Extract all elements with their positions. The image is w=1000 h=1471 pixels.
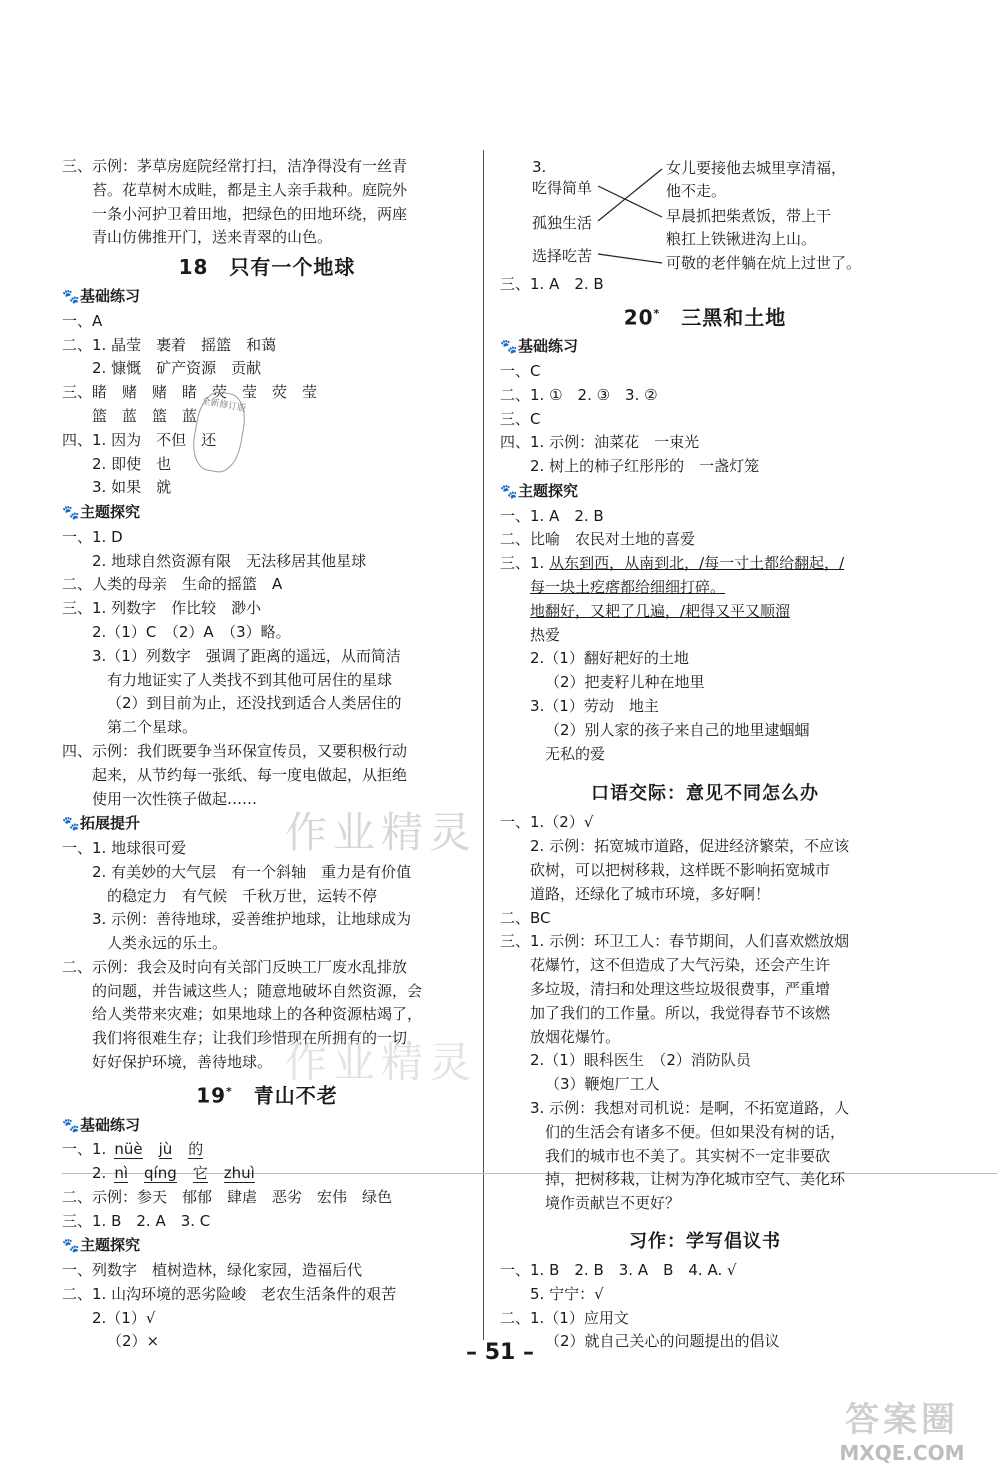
answer-line: 三、1. A 2. B [500,275,604,293]
oral-communication-title: 口语交际：意见不同怎么办 [591,783,819,805]
answer-line: 我们将很难生存；让我们珍惜现在所拥有的一切， [92,1029,423,1048]
answer-line: 放烟花爆竹。 [530,1027,621,1046]
answer-line: 2. 慷慨 矿产资源 贡献 [92,359,262,378]
answer-line: 加了我们的工作量。所以，我觉得春节不该燃 [530,1003,831,1022]
section-heading: 🐾基础练习 [62,284,472,310]
answer-line: 人类永远的乐土。 [107,934,228,953]
answer-line: 四、1. 因为 不但 还 [62,430,217,449]
answer-line: 二、示例：参天 郁郁 肆虐 恶劣 宏伟 绿色 [62,1187,393,1206]
answer-line [500,600,910,624]
answer-line: 道路，还绿化了城市环境，多好啊！ [530,884,771,903]
underlined-text: 每一块土疙瘩都给细细打碎。 [530,578,726,597]
answer-line: 的问题，并告诫这些人；随意地破坏自然资源，会 [92,981,423,1000]
lesson-19-title: 19* 青山不老 [196,1083,338,1108]
answer-line: 的稳定力 有气候 千秋万世，运转不停 [107,886,378,905]
answer-line: 们的生活会有诸多不便。但如果没有树的话， [545,1122,846,1141]
answer-line: 好好保护环境，善待地球。 [92,1053,273,1072]
section-heading: 🐾主题探究 [62,1233,472,1259]
answer-line: 一、1. 地球很可爱 [62,838,187,857]
answer-line: 2.（1）C （2）A （3）略。 [92,622,291,641]
answer-line: 二、1. 晶莹 裹着 摇篮 和蔼 [62,335,277,354]
answer-line: 境作贡献岂不更好？ [545,1194,681,1213]
answer-line: 三、C [500,409,541,428]
answer-line: 二、比喻 农民对土地的喜爱 [500,530,696,549]
answer-line [500,576,910,600]
answer-line: （2）× [107,1332,160,1351]
answer-line: （2）到目前为止，还没找到适合人类居住的 [107,694,402,713]
answer-line: （2）别人家的孩子来自己的地里逮蝈蝈 [545,720,810,739]
right-column [500,155,910,1354]
match-left-item: 孤独生活 [532,214,593,232]
answer-line: 有力地证实了人类找不到其他可居住的星球 [107,670,393,689]
answer-line: 二、1.（1）应用文 [500,1308,629,1327]
match-right-item: 早晨抓把柴煮饭，带上干 [666,207,832,225]
paw-icon: 🐾 [62,1117,80,1134]
match-right-item: 粮扛上铁锹进沟上山。 [666,230,817,248]
answer-line: 2. 示例：拓宽城市道路，促进经济繁荣，不应该 [530,837,850,856]
match-lines [500,155,670,273]
answer-line: 2. 地球自然资源有限 无法移居其他星球 [92,551,367,570]
answer-line: （2）就自己关心的问题提出的倡议 [545,1332,780,1351]
section-heading: 🐾基础练习 [62,1113,472,1139]
pinyin-line: 一、1. nüè jù 的 [62,1140,204,1159]
answer-line: 砍树，可以把树移栽，这样既不影响拓宽城市 [530,860,831,879]
writing-title: 习作：学写倡议书 [629,1230,781,1252]
match-right-item: 他不走。 [666,182,727,200]
answer-line: 多垃圾，清扫和处理这些垃圾很费事，严重增 [530,979,831,998]
answer-line: 3. 示例：善待地球，妥善维护地球，让地球成为 [92,910,412,929]
paw-icon: 🐾 [500,339,518,356]
intro-line: 三、示例：茅草房庭院经常打扫，洁净得没有一丝青 [62,157,408,175]
answer-line: 一、1. B 2. B 3. A B 4. A. √ [500,1260,737,1279]
section-heading: 🐾主题探究 [62,500,472,526]
site-watermark-logo: 答案圈 MXQE.COM [839,1400,965,1465]
answer-line: 一、C [500,362,541,381]
section-heading: 🐾主题探究 [500,479,910,505]
column-divider [483,150,484,1340]
answer-line: 三、睹 赌 赌 睹 荧 莹 荧 莹 [62,383,318,402]
answer-line: 一、1.（2）√ [500,813,594,832]
match-right-item: 女儿要接他去城里享清福， [666,159,847,177]
answer-line: 四、1. 示例：油菜花 一束光 [500,433,700,452]
answer-line: 5. 宁宁：√ [530,1284,604,1303]
lesson-20-title: 20* 三黑和土地 [623,305,787,330]
answer-line: 三、1. 列数字 作比较 渺小 [62,599,262,618]
answer-line: 起来，从节约每一张纸、每一度电做起，从拒绝 [92,765,408,784]
stamp-watermark: 全新修订版 [188,388,249,475]
answer-line: 2.（1）√ [92,1308,156,1327]
answer-line: 篮 蓝 篮 蓝 [92,406,198,425]
answer-line: 三、1. 示例：环卫工人：春节期间，人们喜欢燃放烟 [500,932,850,951]
answer-line: 3. 示例：我想对司机说：是啊，不拓宽道路，人 [530,1098,850,1117]
watermark-text: 作业精灵 [285,1038,478,1087]
match-number: 3. [532,158,547,176]
answer-line: 花爆竹，这不但造成了大气污染，还会产生许 [530,956,831,975]
answer-line: 三、1. B 2. A 3. C [62,1211,211,1230]
answer-line: 二、1. 山沟环境的恶劣险峻 老农生活条件的艰苦 [62,1284,397,1303]
intro-line: 苔。花草树木成畦，都是主人亲手栽种。庭院外 [92,180,408,199]
paw-icon: 🐾 [62,816,80,833]
intro-line: 一条小河护卫着田地，把绿色的田地环绕，两座 [92,204,408,223]
answer-line: 第二个星球。 [107,718,198,737]
answer-line: 一、1. A 2. B [500,506,604,525]
answer-line: 2.（1）翻好耙好的土地 [530,649,689,668]
paw-icon: 🐾 [500,484,518,501]
pinyin-line: 2. nì qíng 它 zhuì [92,1163,255,1182]
answer-line: 使用一次性筷子做起…… [92,789,258,808]
page-number: – 51 – [466,1340,534,1365]
answer-line: 二、示例：我会及时向有关部门反映工厂废水乱排放 [62,957,408,976]
answer-line: 3.（1）劳动 地主 [530,697,659,715]
answer-line: 一、1. D [62,527,123,546]
answer-line: 我们的城市也不美了。其实树不一定非要砍 [545,1146,831,1165]
answer-line: 三、1. 从东到西，从南到北，/每一寸土都给翻起，/ [500,554,845,573]
paw-icon: 🐾 [62,1238,80,1255]
match-left-item: 吃得简单 [532,179,593,197]
match-left-item: 选择吃苦 [532,247,593,265]
answer-line: 二、BC [500,908,551,927]
matching-exercise [500,155,910,273]
answer-line: 3.（1）列数字 强调了距离的遥远，从而简洁 [92,646,401,665]
lesson-18-title: 18 只有一个地球 [178,255,356,280]
paw-icon: 🐾 [62,289,80,306]
answer-line: 2. 树上的柿子红彤彤的 一盏灯笼 [530,457,760,476]
answer-line: 热爱 [530,625,561,644]
left-column [62,155,472,1354]
match-right-item: 可敬的老伴躺在炕上过世了。 [666,254,862,272]
answer-line: 给人类带来灾难；如果地球上的各种资源枯竭了， [92,1005,423,1024]
answer-line: 一、A [62,311,103,330]
answer-line: （3）鞭炮厂工人 [545,1075,660,1094]
answer-line: 无私的爱 [545,744,606,763]
answer-line: 四、示例：我们既要争当环保宣传员，又要积极行动 [62,741,408,760]
answer-line: 3. 如果 就 [92,478,172,497]
answer-line: 2. 即使 也 [92,454,172,473]
underlined-text: 从东到西，从南到北，/每一寸土都给翻起，/ [549,554,845,573]
watermark-text: 作业精灵 [285,808,478,857]
answer-line: 掉，把树移栽，让树为净化城市空气、美化环 [545,1170,846,1189]
answer-line: 二、1. ① 2. ③ 3. ② [500,385,658,404]
section-heading: 🐾基础练习 [500,334,910,360]
section-heading: 🐾拓展提升 [62,811,472,837]
answer-line: 二、人类的母亲 生命的摇篮 A [62,575,283,594]
underlined-text: 地翻好，又耙了几遍，/耙得又平又顺溜 [530,601,791,620]
answer-line: 2.（1）眼科医生 （2）消防队员 [530,1051,751,1070]
paw-icon: 🐾 [62,505,80,522]
answer-line: （2）把麦籽儿种在地里 [545,673,705,692]
intro-line: 青山仿佛推开门，送来青翠的山色。 [92,228,333,247]
answer-line: 2. 有美妙的大气层 有一个斜轴 重力是有价值 [92,862,412,881]
answer-line: 一、列数字 植树造林，绿化家园，造福后代 [62,1260,363,1279]
